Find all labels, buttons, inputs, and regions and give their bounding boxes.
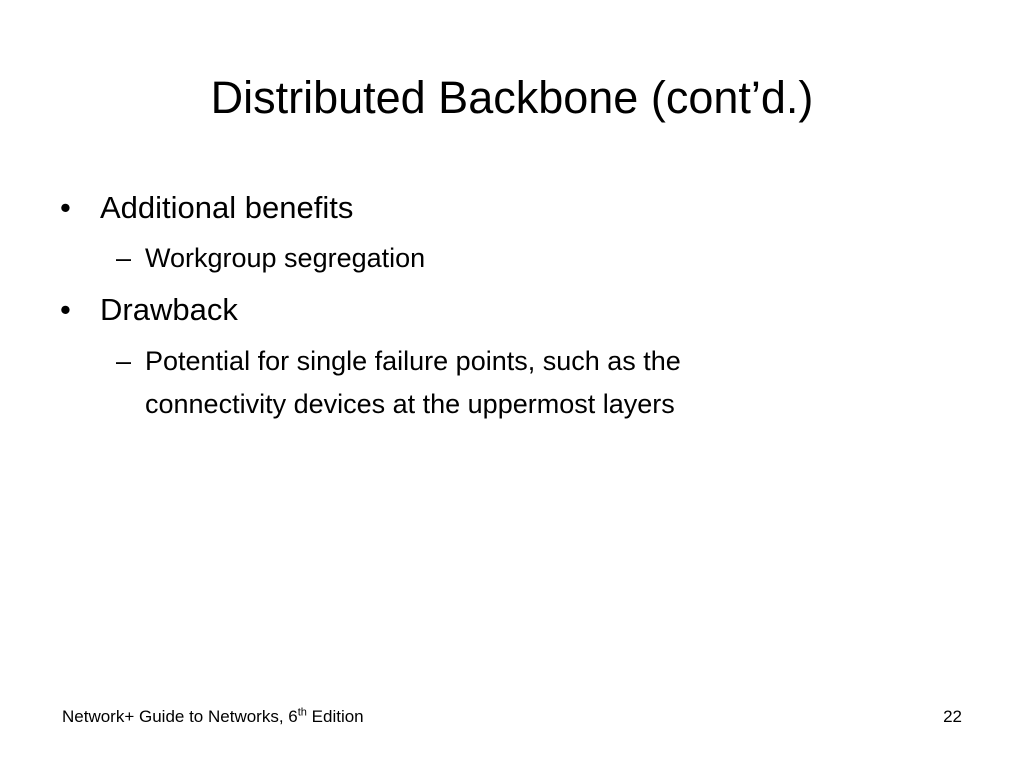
- slide-title: Distributed Backbone (cont’d.): [210, 72, 814, 123]
- subitem-text: Workgroup segregation: [145, 243, 426, 273]
- bullet-mark: •: [60, 190, 71, 225]
- subitem-text-line-1: Potential for single failure points, such as the: [145, 346, 681, 376]
- subitem-text-line-2: connectivity devices at the uppermost layers: [145, 389, 675, 419]
- footer-source: [62, 706, 364, 728]
- footer-source-prefix: Network+ Guide to Networks, 6: [62, 707, 298, 726]
- subitem-mark: –: [116, 346, 132, 376]
- footer-source-superscript: th: [297, 706, 307, 719]
- subitem-mark: –: [116, 243, 132, 273]
- page-number: 22: [943, 707, 962, 726]
- bullet-text: Drawback: [100, 292, 238, 327]
- bullet-text: Additional benefits: [100, 190, 354, 225]
- footer-source-suffix: Edition: [306, 707, 364, 726]
- bullet-mark: •: [60, 292, 71, 327]
